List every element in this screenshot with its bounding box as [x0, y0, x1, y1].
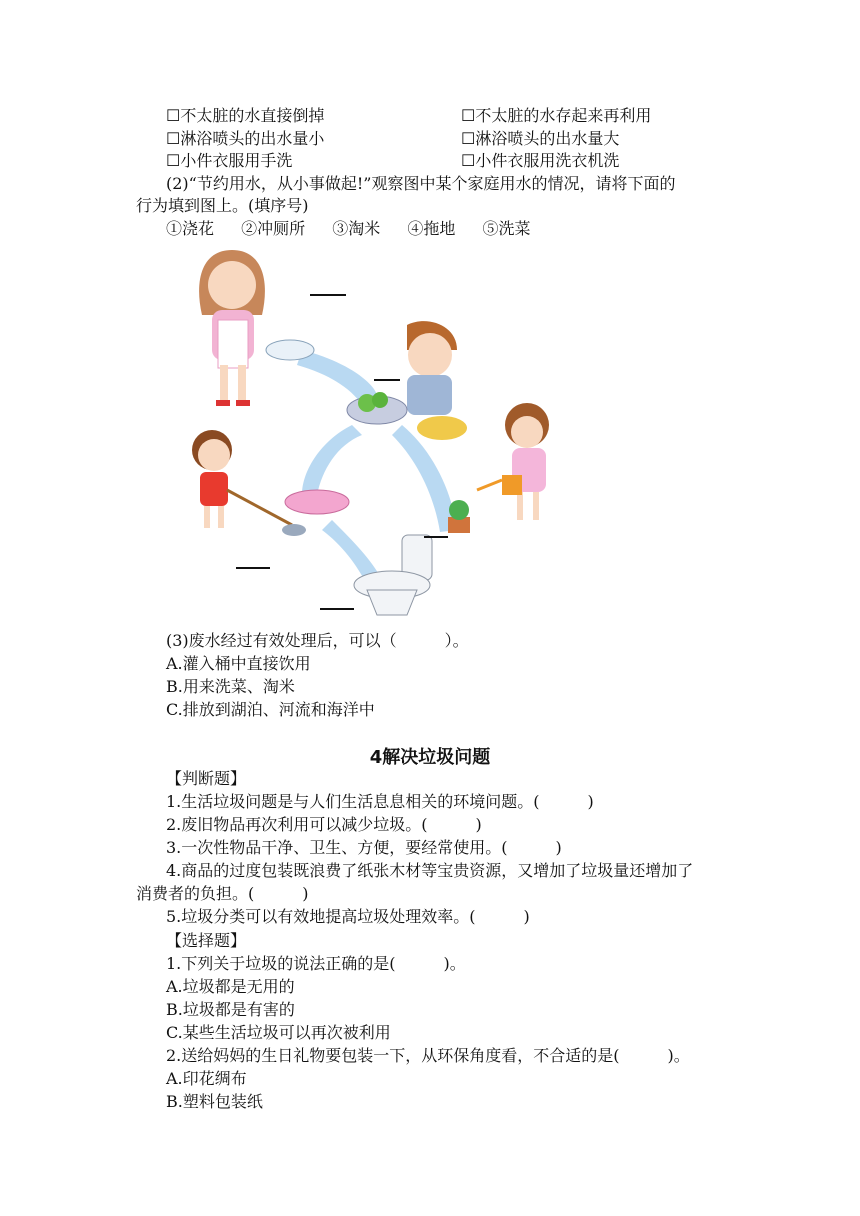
girl-mopping-icon: [192, 430, 306, 536]
option-right-3: ☐小件衣服用洗衣机洗: [461, 151, 620, 170]
choice-q1-a: A.垃圾都是无用的: [166, 977, 295, 996]
q3-stem: (3)废水经过有效处理后，可以（ ）。: [166, 631, 469, 650]
judge-header: 【判断题】: [166, 769, 247, 788]
choice-header: 【选择题】: [166, 931, 247, 950]
q2-option: ⑤洗菜: [482, 219, 531, 238]
answer-blank[interactable]: [374, 379, 400, 381]
water-stream-icon: [392, 425, 457, 532]
choice-q2: 2.送给妈妈的生日礼物要包装一下，从环保角度看，不合适的是( )。: [166, 1046, 690, 1065]
answer-blank[interactable]: [320, 608, 354, 610]
water-stream-icon: [302, 425, 362, 495]
choice-q1-b: B.垃圾都是有害的: [166, 1000, 295, 1019]
q2-option: ①浇花: [166, 219, 215, 238]
family-water-use-illustration: [172, 240, 572, 620]
q3-option-a: A.灌入桶中直接饮用: [166, 654, 311, 673]
option-right-1: ☐不太脏的水存起来再利用: [461, 106, 652, 125]
answer-blank[interactable]: [236, 567, 270, 569]
option-left-3: ☐小件衣服用手洗: [166, 151, 293, 170]
illustration-svg: [172, 240, 572, 620]
section-title: 4解决垃圾问题: [369, 747, 491, 768]
answer-blank[interactable]: [424, 536, 448, 538]
q2-option: ④拖地: [407, 219, 456, 238]
choice-q1: 1.下列关于垃圾的说法正确的是( )。: [166, 954, 466, 973]
judge-item-2: 2.废旧物品再次利用可以减少垃圾。( ): [166, 815, 482, 834]
choice-q2-a: A.印花绸布: [166, 1069, 247, 1088]
basin-icon: [285, 490, 349, 514]
mother-figure-icon: [199, 250, 314, 406]
q3-option-c: C.排放到湖泊、河流和海洋中: [166, 700, 375, 719]
option-left-2: ☐淋浴喷头的出水量小: [166, 129, 325, 148]
toilet-icon: [354, 535, 432, 615]
q3-option-b: B.用来洗菜、淘米: [166, 677, 295, 696]
judge-item-4-cont: 消费者的负担。( ): [136, 884, 309, 903]
judge-item-5: 5.垃圾分类可以有效地提高垃圾处理效率。( ): [166, 907, 530, 926]
judge-item-1: 1.生活垃圾问题是与人们生活息息相关的环境问题。( ): [166, 792, 594, 811]
option-right-2: ☐淋浴喷头的出水量大: [461, 129, 620, 148]
q2-option: ②冲厕所: [241, 219, 306, 238]
option-left-1: ☐不太脏的水直接倒掉: [166, 106, 325, 125]
q2-line1: (2)“节约用水，从小事做起!”观察图中某个家庭用水的情况，请将下面的: [166, 174, 676, 193]
answer-blank[interactable]: [310, 294, 346, 296]
choice-q1-c: C.某些生活垃圾可以再次被利用: [166, 1023, 391, 1042]
judge-item-4: 4.商品的过度包装既浪费了纸张木材等宝贵资源，又增加了垃圾量还增加了: [166, 861, 694, 880]
choice-q2-b: B.塑料包装纸: [166, 1092, 263, 1111]
q2-option: ③淘米: [332, 219, 381, 238]
judge-item-3: 3.一次性物品干净、卫生、方便，要经常使用。( ): [166, 838, 562, 857]
q2-line2: 行为填到图上。(填序号): [136, 196, 309, 215]
q2-options: [166, 218, 552, 240]
